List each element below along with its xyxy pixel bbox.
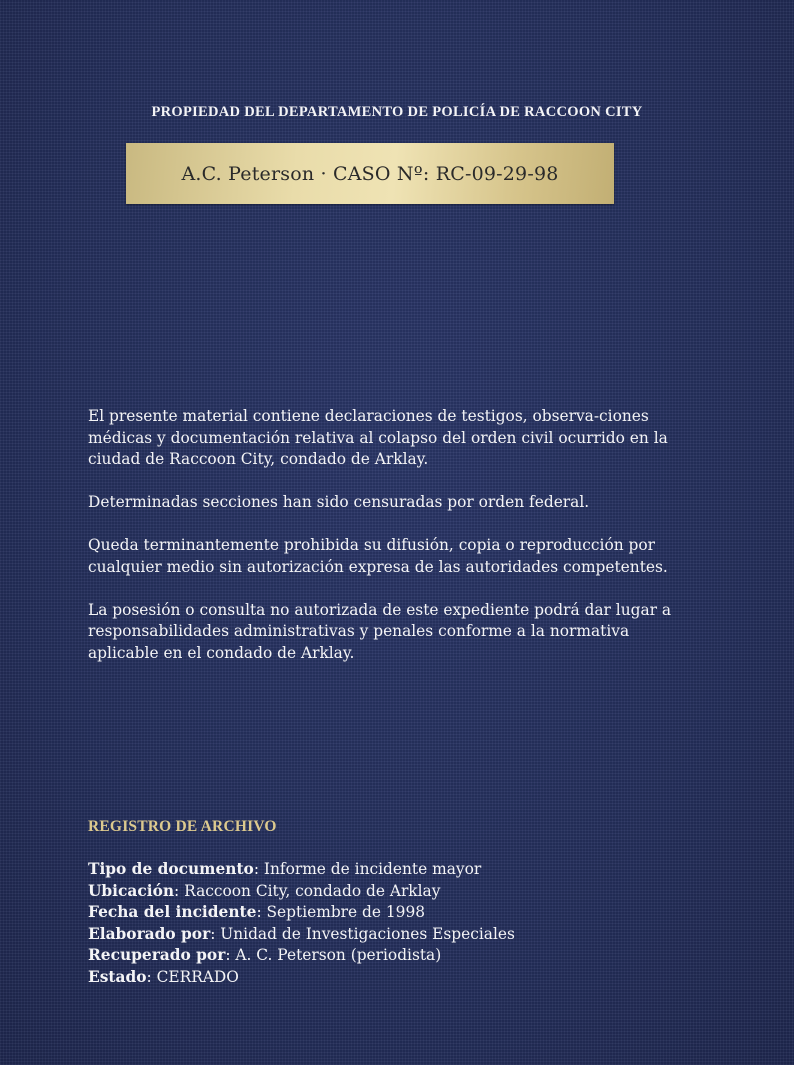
record-row-status: Estado: CERRADO [88,967,239,986]
record-value: Informe de incidente mayor [263,860,482,878]
record-value: CERRADO [156,967,239,986]
notice-body [88,406,688,686]
notice-paragraph: La posesión o consulta no autorizada de este expediente podrá dar lugar a responsabilidades administrativas y penales conforme a la normativa aplicable en el condado de Arklay. [88,600,672,662]
record-row-recovered-by: Recuperado por: A. C. Peterson (periodista) [88,946,442,965]
record-row-prepared-by: Elaborado por: Unidad de Investigaciones Especiales [88,924,515,943]
notice-paragraph: Queda terminantemente prohibida su difusión, copia o reproducción por cualquier medio sin autorización expresa de las autoridades competentes. [88,536,668,576]
notice-paragraph: El presente material contiene declaraciones de testigos, observa-ciones médicas y documentación relativa al colapso del orden civil ocurrido en la ciudad de Raccoon City, condado de Arklay. [88,407,668,468]
record-value: Septiembre de 1998 [266,903,426,922]
case-plaque [126,143,614,204]
archive-record-list [88,859,708,989]
notice-paragraph: Determinadas secciones han sido censuradas por orden federal. [88,493,590,511]
record-value: A. C. Peterson (periodista) [235,946,442,965]
property-header: PROPIEDAD DEL DEPARTAMENTO DE POLICÍA DE RACCOON CITY [151,104,643,120]
record-label: Estado [88,967,147,986]
record-value: Raccoon City, condado de Arklay [184,881,441,900]
record-row-incident-date: Fecha del incidente: Septiembre de 1998 [88,903,426,922]
record-row-location: Ubicación: Raccoon City, condado de Arklay [88,881,441,900]
record-value: Unidad de Investigaciones Especiales [220,924,515,943]
record-label: Elaborado por [88,924,211,943]
record-row-document-type: Tipo de documento: Informe de incidente mayor [88,860,482,878]
case-plaque-text: A.C. Peterson · CASO Nº: RC-09-29-98 [181,162,559,185]
archive-record-heading: REGISTRO DE ARCHIVO [88,818,277,835]
record-label: Recuperado por [88,946,226,965]
record-label: Ubicación [88,881,175,900]
record-label: Tipo de documento [88,860,254,878]
record-label: Fecha del incidente [88,903,257,922]
